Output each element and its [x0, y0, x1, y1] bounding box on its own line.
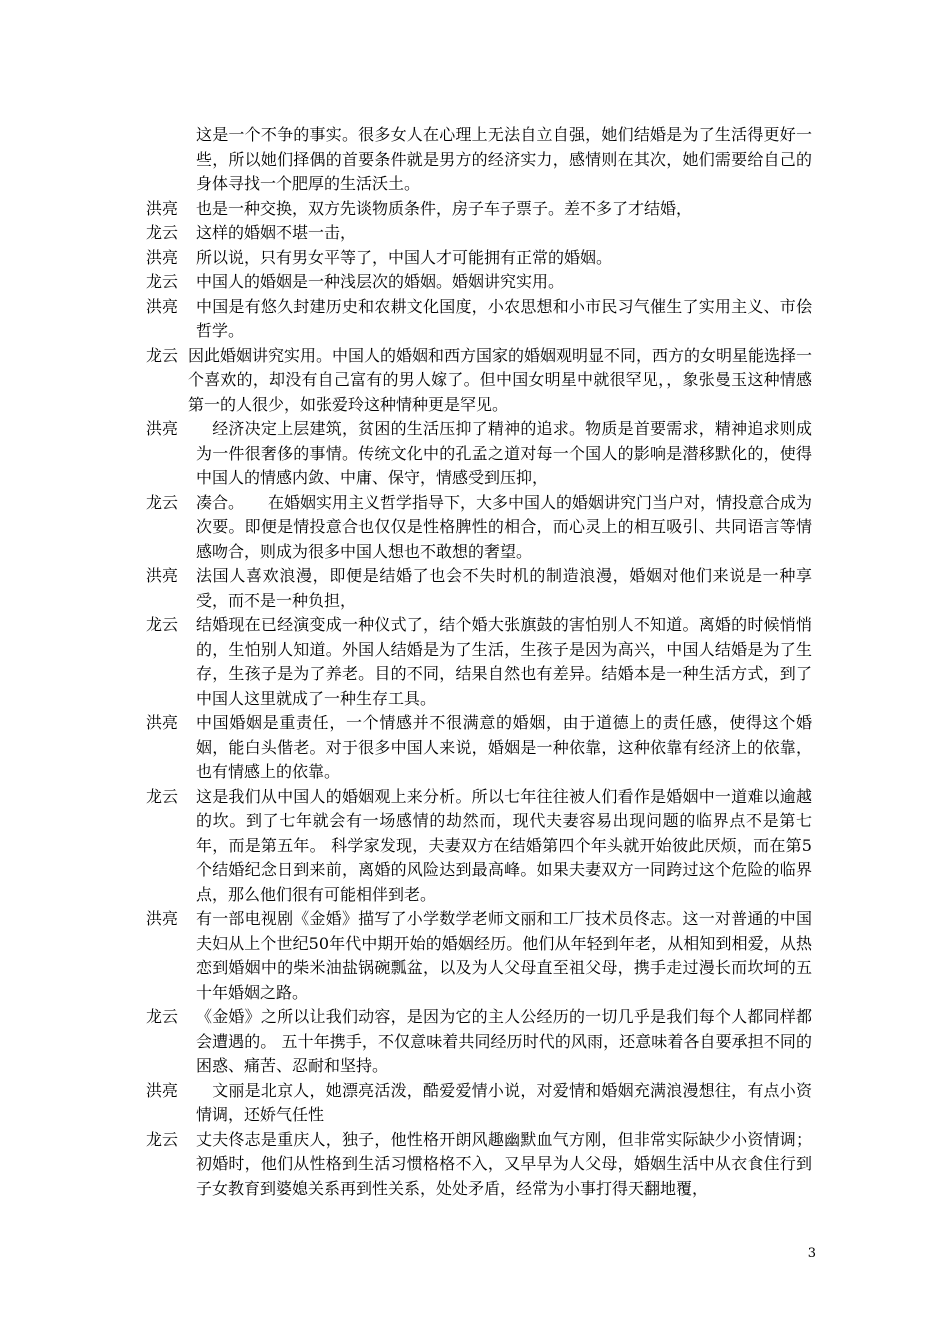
- document-body: [146, 123, 812, 1201]
- intro-paragraph: [146, 123, 812, 197]
- dialogue-text: 中国人的婚姻是一种浅层次的婚姻。婚姻讲究实用。: [196, 272, 565, 291]
- speaker-name: 龙云: [146, 786, 179, 806]
- intro-text: 这是一个不争的事实。很多女人在心理上无法自立自强，她们结婚是为了生活得更好一些，所以她们择偶的首要条件就是男方的经济实力，感情则在其次，她们需要给自己的身体寻找一个肥厚的生活沃土。: [196, 125, 812, 193]
- dialogue-line: [146, 491, 812, 565]
- speaker-name: 洪亮: [146, 296, 179, 316]
- dialogue-text: 所以说，只有男女平等了，中国人才可能拥有正常的婚姻。: [196, 247, 613, 267]
- dialogue-line: [146, 246, 812, 271]
- speaker-name: 龙云: [146, 1129, 179, 1149]
- dialogue-line: [146, 711, 812, 785]
- dialogue-line: [146, 270, 812, 295]
- dialogue-line: [146, 1005, 812, 1079]
- speaker-name: 龙云: [146, 1007, 179, 1026]
- dialogue-line: [146, 221, 812, 246]
- dialogue-line: [146, 417, 812, 491]
- page-number: 3: [807, 1246, 816, 1261]
- dialogue-text: 法国人喜欢浪漫，即便是结婚了也会不失时机的制造浪漫，婚姻对他们来说是一种享受，而不是一种负担，: [196, 566, 812, 610]
- dialogue-text: 结婚现在已经演变成一种仪式了，结个婚大张旗鼓的害怕别人不知道。离婚的时候悄悄的，生怕别人知道。外国人结婚是为了生活，生孩子是因为高兴，中国人结婚是为了生存，生孩子是为了养老。目的不同，结果自然也有差异。结婚本是一种生活方式，到了中国人这里就成了一种生存工具。: [196, 615, 812, 708]
- speaker-name: 洪亮: [146, 419, 179, 438]
- dialogue-line: [146, 1128, 812, 1202]
- dialogue-text: 有一部电视剧《金婚》描写了小学数学老师文丽和工厂技术员佟志。这一对普通的中国夫妇从上个世纪50年代中期开始的婚姻经历。他们从年轻到年老，从相知到相爱，从热恋到婚姻中的柴米油盐锅碗瓢盆，以及为人父母直至祖父母，携手走过漫长而坎坷的五十年婚姻之路。: [196, 909, 812, 1002]
- speaker-name: 龙云: [146, 345, 179, 365]
- dialogue-line: [146, 564, 812, 613]
- speaker-name: 洪亮: [146, 713, 179, 732]
- dialogue-text: 《金婚》之所以让我们动容，是因为它的主人公经历的一切几乎是我们每个人都同样都会遭遇的。 五十年携手，不仅意味着共同经历时代的风雨，还意味着各自要承担不同的困惑、痛苦、忍耐和坚持。: [196, 1007, 812, 1075]
- dialogue-line: [146, 785, 812, 908]
- dialogue-text: 这样的婚姻不堪一击，: [196, 223, 357, 242]
- dialogue-line: [146, 295, 812, 344]
- dialogue-text: 也是一种交换，双方先谈物质条件，房子车子票子。差不多了才结婚，: [196, 198, 693, 218]
- dialogue-line: [146, 197, 812, 222]
- speaker-name: 洪亮: [146, 247, 179, 267]
- dialogue-line: [146, 613, 812, 711]
- dialogue-line: [146, 907, 812, 1005]
- speaker-name: 龙云: [146, 615, 179, 634]
- dialogue-text: 中国婚姻是重责任，一个情感并不很满意的婚姻，由于道德上的责任感，使得这个婚姻，能白头偕老。对于很多中国人来说，婚姻是一种依靠，这种依靠有经济上的依靠，也有情感上的依靠。: [196, 713, 812, 781]
- dialogue-text: 这是我们从中国人的婚姻观上来分析。所以七年往往被人们看作是婚姻中一道难以逾越的坎。到了七年就会有一场感情的劫然而，现代夫妻容易出现问题的临界点不是第七年，而是第五年。 科学家发现，夫妻双方在结婚第四个年头就开始彼此厌烦，而在第5个结婚纪念日到来前，离婚的风险达到最高峰。如果夫妻双方一同跨过这个危险的临界点，那么他们很有可能相伴到老。: [196, 786, 812, 904]
- dialogue-text: 因此婚姻讲究实用。中国人的婚姻和西方国家的婚姻观明显不同，西方的女明星能选择一个喜欢的，却没有自己富有的男人嫁了。但中国女明星中就很罕见，，象张曼玉这种情感第一的人很少，如张爱玲这种情种更是罕见。: [188, 345, 813, 414]
- speaker-name: 龙云: [146, 223, 179, 242]
- dialogue-text: 文丽是北京人，她漂亮活泼，酷爱爱情小说，对爱情和婚姻充满浪漫想往，有点小资情调，还娇气任性: [196, 1080, 812, 1124]
- dialogue-text: 丈夫佟志是重庆人，独子，他性格开朗风趣幽默血气方刚，但非常实际缺少小资情调；初婚时，他们从性格到生活习惯格格不入，又早早为人父母，婚姻生活中从衣食住行到子女教育到婆媳关系再到性关系，处处矛盾，经常为小事打得天翻地覆，: [196, 1129, 812, 1198]
- dialogue-text: 经济决定上层建筑，贫困的生活压抑了精神的追求。物质是首要需求，精神追求则成为一件很奢侈的事情。传统文化中的孔孟之道对每一个国人的影响是潜移默化的，使得中国人的情感内敛、中庸、保守，情感受到压抑，: [196, 419, 812, 487]
- dialogue-text: 中国是有悠久封建历史和农耕文化国度，小农思想和小市民习气催生了实用主义、市侩哲学。: [196, 296, 812, 340]
- speaker-name: 龙云: [146, 492, 179, 512]
- dialogue-line: [146, 1079, 812, 1128]
- speaker-name: 洪亮: [146, 1080, 179, 1100]
- speaker-name: 洪亮: [146, 566, 179, 585]
- speaker-name: 洪亮: [146, 909, 179, 928]
- dialogue-text: 凑合。 在婚姻实用主义哲学指导下，大多中国人的婚姻讲究门当户对，情投意合成为次要。即便是情投意合也仅仅是性格脾性的相合，而心灵上的相互吸引、共同语言等情感吻合，则成为很多中国人想也不敢想的奢望。: [196, 492, 813, 561]
- dialogue-line: [146, 344, 812, 418]
- dialogue-list: [146, 197, 812, 1202]
- speaker-name: 龙云: [146, 272, 179, 291]
- speaker-name: 洪亮: [146, 198, 179, 218]
